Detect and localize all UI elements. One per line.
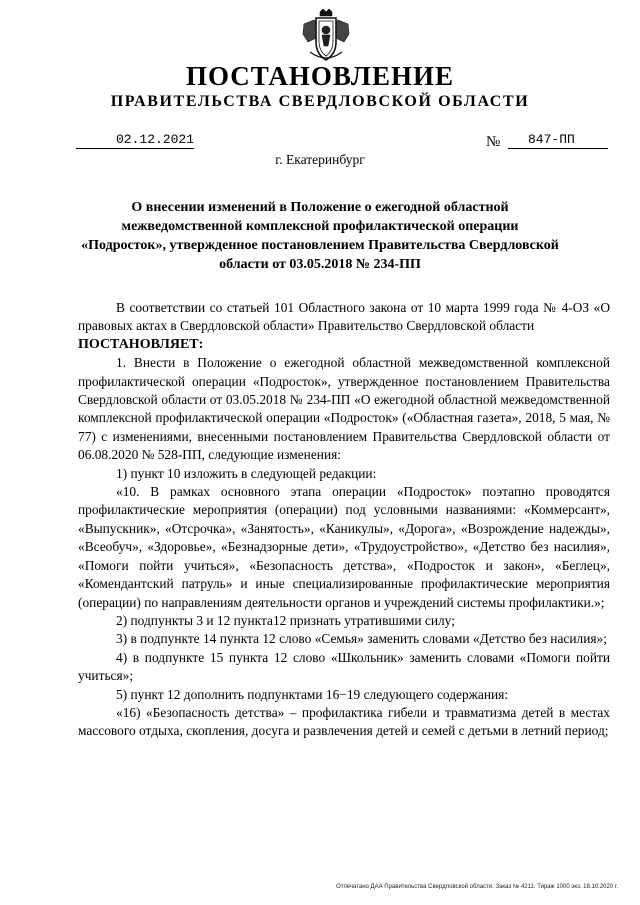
number-sign: № [486,134,501,150]
coat-of-arms-icon [300,8,352,64]
city: г. Екатеринбург [275,152,365,167]
document-heading: О внесении изменений в Положение о ежегодной областной межведомственной комплексной профилактической операции «Подросток», утвержденное постановлением Правительства Свердловской области от 03.05.2018 № 234-ПП [81,200,559,272]
document-body [78,299,610,741]
document-number: 847-ПП [508,132,608,149]
subitem-1: 1) пункт 10 изложить в следующей редакции: [116,465,377,481]
intro-paragraph: В соответствии со статьей 101 Областного закона от 10 марта 1999 года № 4-ОЗ «О правовых актах в Свердловской области» Правительство Свердловской области [78,300,610,334]
document-date: 02.12.2021 [76,132,194,149]
document-subtitle: ПРАВИТЕЛЬСТВА СВЕРДЛОВСКОЙ ОБЛАСТИ [110,93,530,110]
print-footer: Отпечатано ДАА Правительства Свердловской области. Заказ № 4211. Тираж 1000 экз. 18.10.2020 г. [336,884,618,890]
quote-paragraph-16: «16) «Безопасность детства» – профилактика гибели и травматизма детей в местах массового отдыха, скопления, досуга и развлечения детей и семей с детьми в летний период; [78,704,610,739]
quote-paragraph-10: «10. В рамках основного этапа операции «Подросток» поэтапно проводятся профилактические мероприятия (операции) под условными названиями: «Коммерсант», «Выпускник», «Отсрочка», «Занятость», «Каникулы», «Дорога», «Возрождение надежды», «Всеобуч», «Здоровье», «Безнадзорные дети», «Трудоустройство», «Детство без насилия», «Помоги пойти учиться», «Безопасность детства», «Подросток и закон», «Беглец», «Комендантский патруль» и иные специализированные профилактические мероприятия (операции) по направлениям деятельности органов и учреждений системы профилактики.»; [78,484,610,610]
subitem-2: 2) подпункты 3 и 12 пункта12 признать утратившими силу; [116,612,455,628]
subitem-5: 5) пункт 12 дополнить подпунктами 16−19 следующего содержания: [116,686,509,702]
decree-word: ПОСТАНОВЛЯЕТ: [78,336,204,352]
item-1: 1. Внести в Положение о ежегодной областной межведомственной комплексной профилактической операции «Подросток», утвержденное постановлением Правительства Свердловской области от 03.05.2018 № 234-ПП «О ежегодной областной межведомственной комплексной профилактической операции «Подросток» («Областная газета», 2018, 5 мая, № 77) с изменениями, внесенными постановлением Правительства Свердловской области от 06.08.2020 № 528-ПП, следующие изменения: [78,355,610,463]
subitem-3: 3) в подпункте 14 пункта 12 слово «Семья» заменить словами «Детство без насилия»; [116,631,607,647]
document-title: ПОСТАНОВЛЕНИЕ [185,61,455,91]
subitem-4: 4) в подпункте 15 пункта 12 слово «Школьник» заменить словами «Помоги пойти учиться»; [78,649,610,684]
